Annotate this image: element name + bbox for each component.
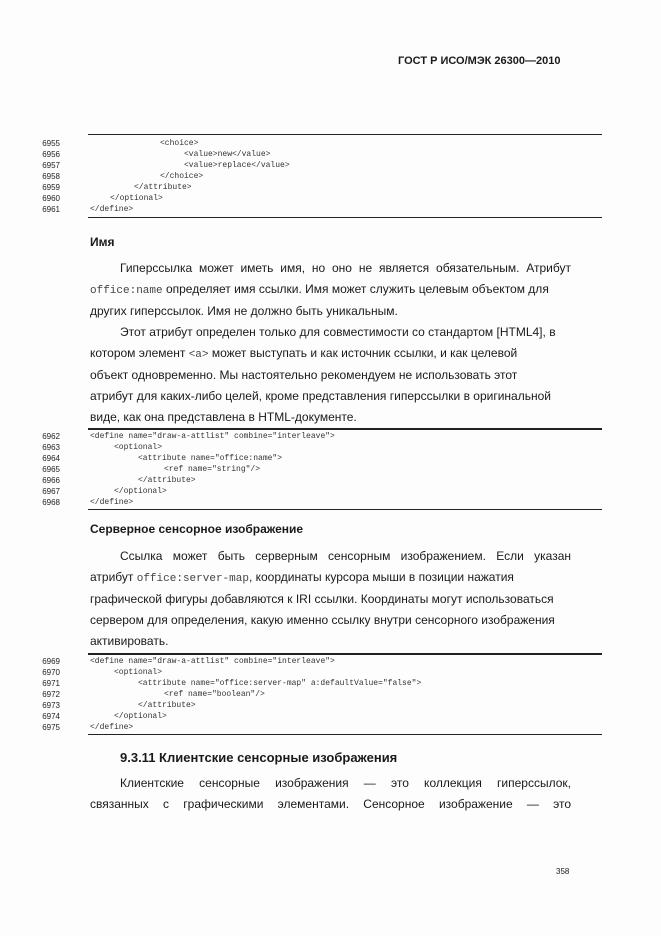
code-rule-bottom — [88, 734, 602, 735]
code-line — [30, 182, 572, 193]
code-block-1 — [30, 134, 572, 222]
code-rule-bottom — [88, 509, 602, 510]
text-line: Гиперссылка может иметь имя, но оно не является обязательным. Атрибут — [120, 261, 571, 275]
document-header: ГОСТ Р ИСО/МЭК 26300—2010 — [398, 55, 561, 67]
code-block-3 — [30, 653, 572, 739]
text-line: Этот атрибут определен только для совместимости со стандартом [HTML4], в — [120, 325, 556, 339]
line-number: 6970 — [42, 668, 60, 677]
code-rule-bottom — [88, 217, 602, 218]
code-text: <attribute name="office:server-map" a:defaultValue="false"> — [138, 679, 422, 688]
line-number: 6955 — [42, 139, 60, 148]
line-number: 6967 — [42, 487, 60, 496]
code-line — [30, 497, 572, 508]
line-number: 6961 — [42, 205, 60, 214]
code-line — [30, 431, 572, 442]
text-line — [90, 343, 571, 364]
code-text: </attribute> — [138, 701, 196, 710]
code-line — [30, 667, 572, 678]
code-text: </optional> — [110, 194, 163, 203]
code-text: </choice> — [160, 172, 204, 181]
line-number: 6973 — [42, 701, 60, 710]
code-block-2 — [30, 428, 572, 514]
line-number: 6959 — [42, 183, 60, 192]
text-line: сервером для определения, какую именно ссылку внутри сенсорного изображения — [90, 612, 555, 627]
code-text: </optional> — [114, 712, 167, 721]
paragraph — [90, 546, 571, 652]
inline-code: <a> — [188, 349, 209, 362]
line-number: 6966 — [42, 476, 60, 485]
text-line: связанных с графическими элементами. Сенсорное изображение — это — [90, 797, 571, 812]
text-line: других гиперссылок. Имя не должно быть уникальным. — [90, 303, 398, 318]
line-number: 6956 — [42, 150, 60, 159]
code-text: <optional> — [114, 668, 163, 677]
line-number: 6958 — [42, 172, 60, 181]
code-text: <ref name="string"/> — [164, 465, 261, 474]
inline-code: office:name — [90, 285, 163, 298]
code-text: <define name="draw-a-attlist" combine="interleave"> — [90, 432, 335, 441]
code-line — [30, 678, 572, 689]
code-text: <attribute name="office:name"> — [138, 454, 283, 463]
code-text: </optional> — [114, 487, 167, 496]
code-line — [30, 464, 572, 475]
section-heading-name: Имя — [90, 235, 115, 249]
code-line — [30, 138, 572, 149]
line-number: 6969 — [42, 657, 60, 666]
section-heading-server-map: Серверное сенсорное изображение — [90, 522, 304, 536]
code-text: <choice> — [160, 139, 199, 148]
line-number: 6964 — [42, 454, 60, 463]
inline-code: office:server-map — [136, 573, 249, 586]
line-number: 6963 — [42, 443, 60, 452]
code-rule-top — [88, 134, 602, 135]
text-line: Клиентские сенсорные изображения — это коллекция гиперссылок, — [120, 776, 571, 790]
code-line — [30, 711, 572, 722]
code-line — [30, 486, 572, 497]
code-line — [30, 193, 572, 204]
code-line — [30, 689, 572, 700]
code-rule-top — [88, 428, 602, 430]
line-number: 6962 — [42, 432, 60, 441]
text-fragment: , координаты курсора мыши в позиции нажатия — [248, 570, 514, 585]
code-text: <value>new</value> — [184, 150, 271, 159]
line-number: 6974 — [42, 712, 60, 721]
line-number: 6971 — [42, 679, 60, 688]
code-rule-top — [88, 653, 602, 655]
line-number: 6975 — [42, 723, 60, 732]
text-line — [90, 567, 571, 588]
text-fragment: атрибут — [90, 570, 137, 585]
code-line — [30, 453, 572, 464]
section-heading-client-maps: 9.3.11 Клиентские сенсорные изображения — [120, 750, 398, 765]
line-number: 6965 — [42, 465, 60, 474]
code-text: </define> — [90, 498, 134, 507]
code-text: </define> — [90, 205, 134, 214]
code-line — [30, 475, 572, 486]
line-number: 6972 — [42, 690, 60, 699]
text-fragment: определяет имя ссылки. Имя может служить целевым объектом для — [162, 282, 549, 297]
code-line — [30, 656, 572, 667]
text-line: виде, как она представлена в HTML-документе. — [90, 410, 357, 425]
paragraph — [90, 258, 571, 322]
code-line — [30, 160, 572, 171]
text-fragment: котором элемент — [90, 346, 189, 361]
code-text: <value>replace</value> — [184, 161, 290, 170]
text-line: Ссылка может быть серверным сенсорным изображением. Если указан — [120, 549, 571, 563]
code-text: <optional> — [114, 443, 163, 452]
text-line: объект одновременно. Мы настоятельно рекомендуем не использовать этот — [90, 367, 518, 382]
text-line: графической фигуры добавляются к IRI ссылки. Координаты могут использоваться — [90, 591, 554, 606]
paragraph — [90, 322, 571, 428]
text-line — [90, 279, 571, 300]
code-line — [30, 171, 572, 182]
text-line: атрибут для каких-либо целей, кроме представления гиперссылки в оригинальной — [90, 388, 551, 403]
code-text: <ref name="boolean"/> — [164, 690, 265, 699]
code-line — [30, 722, 572, 733]
code-line — [30, 149, 572, 160]
text-line: активировать. — [90, 634, 169, 649]
code-line — [30, 204, 572, 215]
line-number: 6968 — [42, 498, 60, 507]
code-text: </attribute> — [138, 476, 196, 485]
line-number: 6957 — [42, 161, 60, 170]
code-text: </define> — [90, 723, 134, 732]
code-text: </attribute> — [134, 183, 192, 192]
code-text: <define name="draw-a-attlist" combine="interleave"> — [90, 657, 335, 666]
page-number: 358 — [556, 867, 570, 876]
code-line — [30, 442, 572, 453]
paragraph — [90, 773, 571, 816]
code-line — [30, 700, 572, 711]
text-fragment: может выступать и как источник ссылки, и как целевой — [208, 346, 518, 361]
line-number: 6960 — [42, 194, 60, 203]
